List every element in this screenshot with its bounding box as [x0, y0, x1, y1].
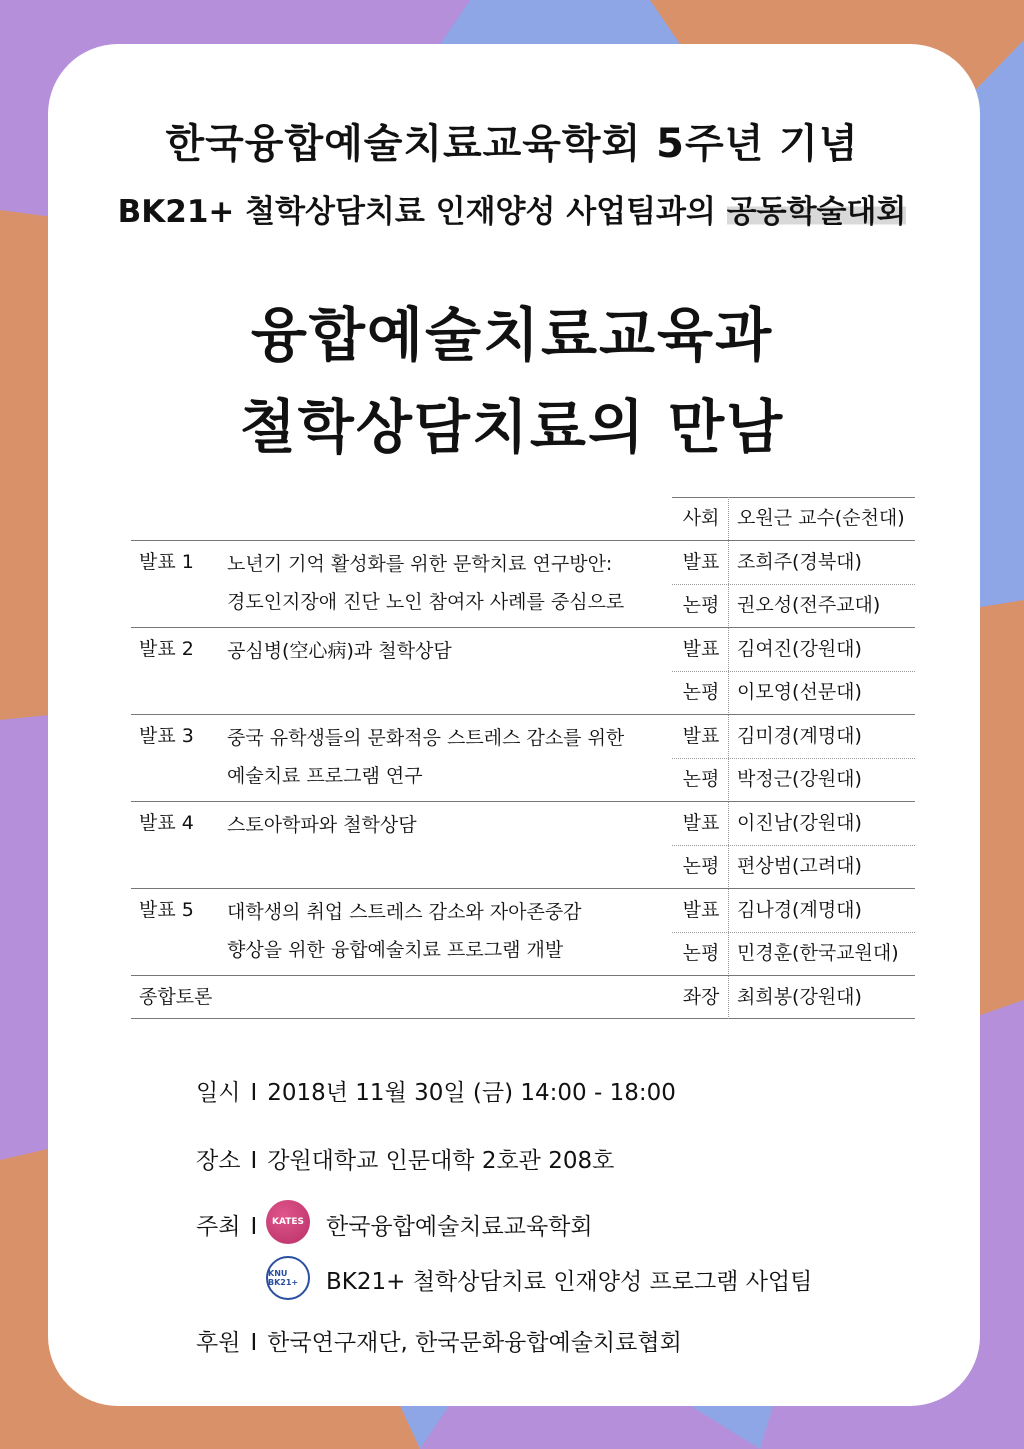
session-label: 발표 4: [139, 812, 194, 834]
session-title-line: 스토아학파와 철학상담: [227, 814, 417, 836]
date-label: 일시: [196, 1080, 241, 1106]
discussant-role: 논평: [682, 942, 720, 964]
chair-name: 최희봉(강원대): [737, 986, 862, 1008]
session-label: 발표 5: [139, 899, 194, 921]
presenter-name: 김여진(강원대): [737, 638, 862, 660]
session-row-3: [131, 714, 915, 801]
venue-line: [196, 1142, 614, 1175]
sponsor-label: 후원: [196, 1330, 241, 1356]
chair-role: 좌장: [682, 986, 720, 1008]
header-line-2-highlight: 공동학술대회: [726, 194, 907, 230]
closing-label: 종합토론: [139, 986, 213, 1008]
discussant-name: 권오성(전주교대): [737, 594, 881, 616]
discussant-name: 박정근(강원대): [737, 768, 862, 790]
presenter-role: 발표: [682, 899, 720, 921]
header-line-2-prefix: BK21+ 철학상담치료 인재양성 사업팀과의: [117, 194, 727, 230]
session-row-4: [131, 801, 915, 888]
presenter-name: 김미경(계명대): [737, 725, 862, 747]
session-title-line: 예술치료 프로그램 연구: [227, 765, 423, 787]
discussant-role: 논평: [682, 681, 720, 703]
main-title-line-1: 융합예술치료교육과: [250, 301, 774, 369]
presenter-name: 조희주(경북대): [737, 551, 862, 573]
date-value: 2018년 11월 30일 (금) 14:00 - 18:00: [267, 1080, 676, 1106]
host-label: 주최: [196, 1214, 241, 1240]
header-line-2: [0, 186, 1024, 231]
discussant-name: 이모영(선문대): [737, 681, 862, 703]
discussant-name: 민경훈(한국교원대): [737, 942, 899, 964]
separator: I: [250, 1330, 258, 1356]
session-label: 발표 2: [139, 638, 194, 660]
closing-row: [131, 975, 915, 1019]
knu-bk21-logo-icon: KNU BK21+: [266, 1256, 310, 1300]
session-row-2: [131, 627, 915, 714]
sponsor-line: [196, 1324, 682, 1357]
separator: I: [250, 1148, 258, 1174]
session-title-line: 공심병(空心病)과 철학상담: [227, 640, 452, 662]
sponsor-value: 한국연구재단, 한국문화융합예술치료협회: [267, 1330, 682, 1356]
program-table: [131, 497, 915, 1019]
venue-value: 강원대학교 인문대학 2호관 208호: [267, 1148, 615, 1174]
date-line: [196, 1074, 676, 1107]
header-line-1: 한국융합예술치료교육학회 5주년 기념: [165, 121, 859, 167]
host1-name: 한국융합예술치료교육학회: [326, 1214, 593, 1240]
main-title-line-2: 철학상담치료의 만남: [239, 393, 785, 461]
presenter-role: 발표: [682, 725, 720, 747]
discussant-role: 논평: [682, 768, 720, 790]
moderator-role: 사회: [682, 507, 720, 529]
moderator-name: 오원근 교수(순천대): [737, 507, 905, 529]
presenter-role: 발표: [682, 812, 720, 834]
discussant-role: 논평: [682, 855, 720, 877]
host2-name: BK21+ 철학상담치료 인재양성 프로그램 사업팀: [326, 1269, 813, 1295]
venue-label: 장소: [196, 1148, 241, 1174]
session-label: 발표 1: [139, 551, 194, 573]
host-line: [196, 1208, 267, 1241]
moderator-row: [131, 497, 915, 540]
presenter-role: 발표: [682, 551, 720, 573]
session-title-line: 노년기 기억 활성화를 위한 문학치료 연구방안:: [227, 553, 613, 575]
separator: I: [250, 1080, 258, 1106]
separator: I: [250, 1214, 258, 1240]
session-label: 발표 3: [139, 725, 194, 747]
session-title-line: 향상을 위한 융합예술치료 프로그램 개발: [227, 939, 564, 961]
discussant-role: 논평: [682, 594, 720, 616]
discussant-name: 편상범(고려대): [737, 855, 862, 877]
presenter-role: 발표: [682, 638, 720, 660]
presenter-name: 이진남(강원대): [737, 812, 862, 834]
kates-logo-icon: KATES: [266, 1200, 310, 1244]
session-row-1: [131, 540, 915, 627]
session-title-line: 중국 유학생들의 문화적응 스트레스 감소를 위한: [227, 727, 625, 749]
session-title-line: 대학생의 취업 스트레스 감소와 자아존중감: [227, 901, 582, 923]
presenter-name: 김나경(계명대): [737, 899, 862, 921]
session-row-5: [131, 888, 915, 975]
session-title-line: 경도인지장애 진단 노인 참여자 사례를 중심으로: [227, 591, 625, 613]
